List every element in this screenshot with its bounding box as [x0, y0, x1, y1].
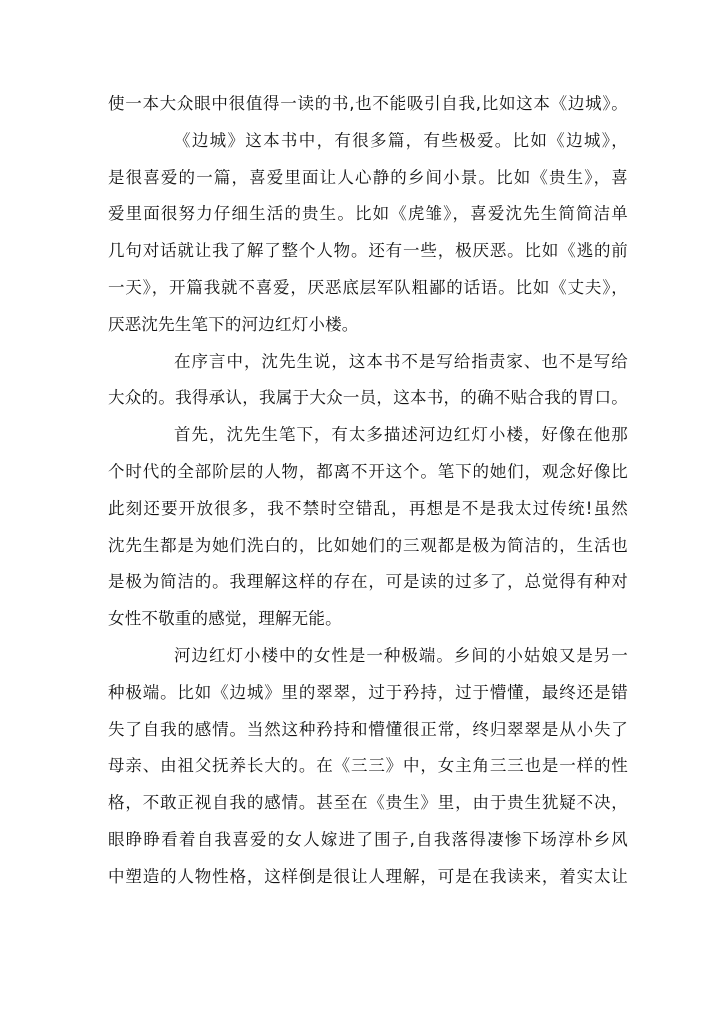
paragraph-first-line: 《边城》这本书中，有很多篇，有些极爱。比如《边城》， [174, 130, 628, 150]
paragraph-first-line: 在序言中，沈先生说，这本书不是写给指责家、也不是写给 [174, 351, 628, 371]
text-line: 眼睁睁看着自我喜爱的女人嫁进了围子,自我落得凄惨下场淳朴乡风 [108, 829, 628, 849]
text-line: 母亲、由祖父抚养长大的。在《三三》中，女主角三三也是一样的性 [108, 756, 628, 776]
paragraph-last-line: 厌恶沈先生笔下的河边红灯小楼。 [108, 314, 359, 334]
text-line: 此刻还要开放很多，我不禁时空错乱，再想是不是我太过传统!虽然 [108, 498, 628, 518]
text-line: 是极为简洁的。我理解这样的存在，可是读的过多了，总觉得有种对 [108, 572, 628, 592]
text-line: 是很喜爱的一篇，喜爱里面让人心静的乡间小景。比如《贵生》，喜 [108, 167, 628, 187]
text-line: 种极端。比如《边城》里的翠翠，过于矜持，过于懵懂，最终还是错 [108, 682, 628, 702]
text-line: 中塑造的人物性格，这样倒是很让人理解，可是在我读来，着实太让 [108, 866, 628, 886]
text-line: 大众的。我得承认，我属于大众一员，这本书，的确不贴合我的胃口。 [108, 388, 628, 408]
text-line: 格，不敢正视自我的感情。甚至在《贵生》里，由于贵生犹疑不决， [108, 793, 628, 813]
text-line: 沈先生都是为她们洗白的，比如她们的三观都是极为简洁的，生活也 [108, 535, 628, 555]
text-line: 失了自我的感情。当然这种矜持和懵懂很正常，终归翠翠是从小失了 [108, 719, 628, 739]
paragraph-first-line: 首先，沈先生笔下，有太多描述河边红灯小楼，好像在他那 [174, 425, 628, 445]
text-line: 使一本大众眼中很值得一读的书,也不能吸引自我,比如这本《边城》。 [108, 94, 628, 113]
text-line: 个时代的全部阶层的人物，都离不开这个。笔下的她们，观念好像比 [108, 461, 628, 481]
text-line: 爱里面很努力仔细生活的贵生。比如《虎雏》，喜爱沈先生简简洁单 [108, 204, 628, 224]
document-page [108, 86, 628, 896]
paragraph-last-line: 女性不敬重的感觉，理解无能。 [108, 609, 342, 629]
text-line: 几句对话就让我了解了整个人物。还有一些，极厌恶。比如《逃的前 [108, 241, 628, 261]
text-line: 一天》，开篇我就不喜爱，厌恶底层军队粗鄙的话语。比如《丈夫》， [108, 277, 628, 297]
paragraph-first-line: 河边红灯小楼中的女性是一种极端。乡间的小姑娘又是另一 [174, 645, 628, 665]
